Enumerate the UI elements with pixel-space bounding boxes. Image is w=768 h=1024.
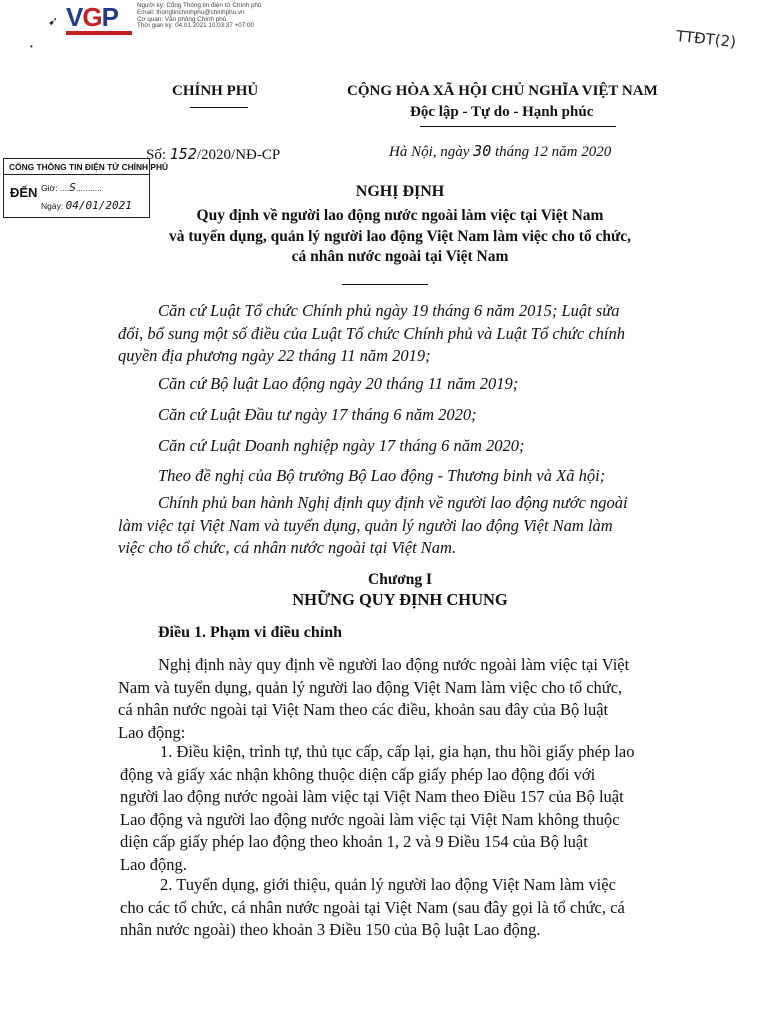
preamble-line: Chính phủ ban hành Nghị định quy định về người lao động nước ngoài [158, 493, 628, 512]
stamp-den: ĐẾN [10, 185, 38, 200]
document-title [110, 206, 690, 268]
stamp-time-label: Giờ: [41, 183, 58, 193]
clause-line: Lao động. [120, 854, 187, 874]
preamble-line: việc cho tổ chức, cá nhân nước ngoài tại Việt Nam. [118, 538, 457, 557]
signature-line: Cơ quan: Văn phòng Chính phủ [137, 15, 227, 23]
chapter-title: NHỮNG QUY ĐỊNH CHUNG [292, 590, 508, 609]
article-clause-2 [120, 874, 658, 942]
clause-line: người lao động nước ngoài làm việc tại Việt Nam theo Điều 157 của Bộ luật [120, 787, 624, 806]
stamp-date-label: Ngày: [41, 201, 64, 211]
number-handwritten: 152 [169, 145, 197, 163]
day-handwritten: 30 [473, 142, 492, 160]
motto-underline [420, 126, 616, 127]
title-line: Quy định về người lao động nước ngoài làm việc tại Việt Nam [196, 207, 604, 224]
digital-signature-info [137, 3, 261, 30]
article-clause-1 [120, 741, 658, 876]
nation-heading: CỘNG HÒA XÃ HỘI CHỦ NGHĨA VIỆT NAM [347, 83, 658, 99]
title-line: cá nhân nước ngoài tại Việt Nam [291, 248, 509, 265]
preamble-legal-basis-4: Căn cứ Luật Doanh nghiệp ngày 17 tháng 6 năm 2020; [158, 436, 525, 455]
title-underline [342, 284, 428, 285]
stamp-dots: .... [59, 183, 70, 193]
clause-line: cho các tổ chức, cá nhân nước ngoài tại Việt Nam (sau đây gọi là tổ chức, cá [120, 897, 625, 917]
signature-line: Người ký: Cổng Thông tin điện tử Chính phủ [137, 2, 262, 9]
signature-line: Email: thongtinchinhphu@chinhphu.vn [137, 8, 245, 16]
dot-mark-icon: • [30, 42, 33, 51]
place-date-prefix: Hà Nội, ngày [389, 144, 470, 160]
stamp-title: CỔNG THÔNG TIN ĐIỆN TỬ CHÍNH PHỦ [4, 159, 149, 175]
place-date [389, 142, 611, 161]
article-intro [118, 654, 658, 744]
vgp-logo [66, 4, 134, 34]
title-line: và tuyển dụng, quản lý người lao động Việt Nam làm việc cho tổ chức, [168, 227, 632, 245]
preamble-line: đổi, bổ sung một số điều của Luật Tổ chức Chính phủ và Luật Tổ chức chính [118, 323, 626, 343]
clause-line: Lao động và người lao động nước ngoài làm việc tại Việt Nam không thuộc [120, 809, 620, 829]
signature-line: Thời gian ký: 04.01.2021 10:03:37 +07:00 [137, 22, 255, 30]
clause-line: 1. Điều kiện, trình tự, thủ tục cấp, cấp lại, gia hạn, thu hồi giấy phép lao [160, 742, 635, 761]
preamble-line: làm việc tại Việt Nam và tuyển dụng, quản lý người lao động Việt Nam làm [118, 515, 613, 535]
article-line: Lao động: [118, 722, 186, 742]
clause-line: 2. Tuyển dụng, giới thiệu, quản lý người lao động Việt Nam làm việc [160, 875, 616, 894]
stamp-time [41, 181, 102, 194]
article-heading: Điều 1. Phạm vi điều chỉnh [158, 624, 343, 641]
stamp-time-value: S [69, 181, 76, 194]
article-line: cá nhân nước ngoài tại Việt Nam theo các điều, khoản sau đây của Bộ luật [118, 700, 609, 719]
issuing-agency: CHÍNH PHỦ [172, 83, 259, 99]
preamble-proposal: Theo đề nghị của Bộ trưởng Bộ Lao động - Thương binh và Xã hội; [158, 466, 606, 485]
vgp-logo-text: VGP [66, 2, 118, 32]
number-prefix: Số: [146, 147, 167, 163]
preamble-decree [118, 492, 658, 560]
document-type: NGHỊ ĐỊNH [355, 183, 445, 200]
clause-line: nhân nước ngoài) theo khoản 3 Điều 150 của Bộ luật Lao động. [120, 920, 541, 939]
article-line: Nghị định này quy định về người lao động nước ngoài làm việc tại Việt [158, 655, 630, 674]
article-line: Nam và tuyển dụng, quản lý người lao động Việt Nam làm việc cho tổ chức, [118, 677, 623, 697]
handwritten-mark: TTĐT(2) [675, 26, 737, 52]
stamp-date-value: 04/01/2021 [65, 199, 132, 212]
number-suffix: /2020/NĐ-CP [196, 147, 281, 163]
nation-motto: Độc lập - Tự do - Hạnh phúc [410, 104, 594, 120]
preamble-legal-basis-1 [118, 300, 658, 368]
chapter-label: Chương I [368, 571, 432, 588]
clause-line: động và giấy xác nhận không thuộc diện cấp giấy phép lao động đối với [120, 764, 596, 784]
arrow-mark-icon: ➹ [48, 14, 59, 28]
clause-line: diện cấp giấy phép lao động theo khoản 1, 2 và 9 Điều 154 của Bộ luật [120, 832, 588, 851]
preamble-legal-basis-2: Căn cứ Bộ luật Lao động ngày 20 tháng 11 năm 2019; [158, 374, 519, 393]
preamble-line: Căn cứ Luật Tổ chức Chính phủ ngày 19 tháng 6 năm 2015; Luật sửa [158, 301, 620, 320]
place-date-suffix: tháng 12 năm 2020 [494, 144, 612, 160]
preamble-line: quyền địa phương ngày 22 tháng 11 năm 2019; [118, 346, 431, 365]
stamp-dots: ........... [75, 183, 102, 193]
agency-underline [190, 107, 248, 108]
preamble-legal-basis-3: Căn cứ Luật Đầu tư ngày 17 tháng 6 năm 2020; [158, 405, 477, 424]
